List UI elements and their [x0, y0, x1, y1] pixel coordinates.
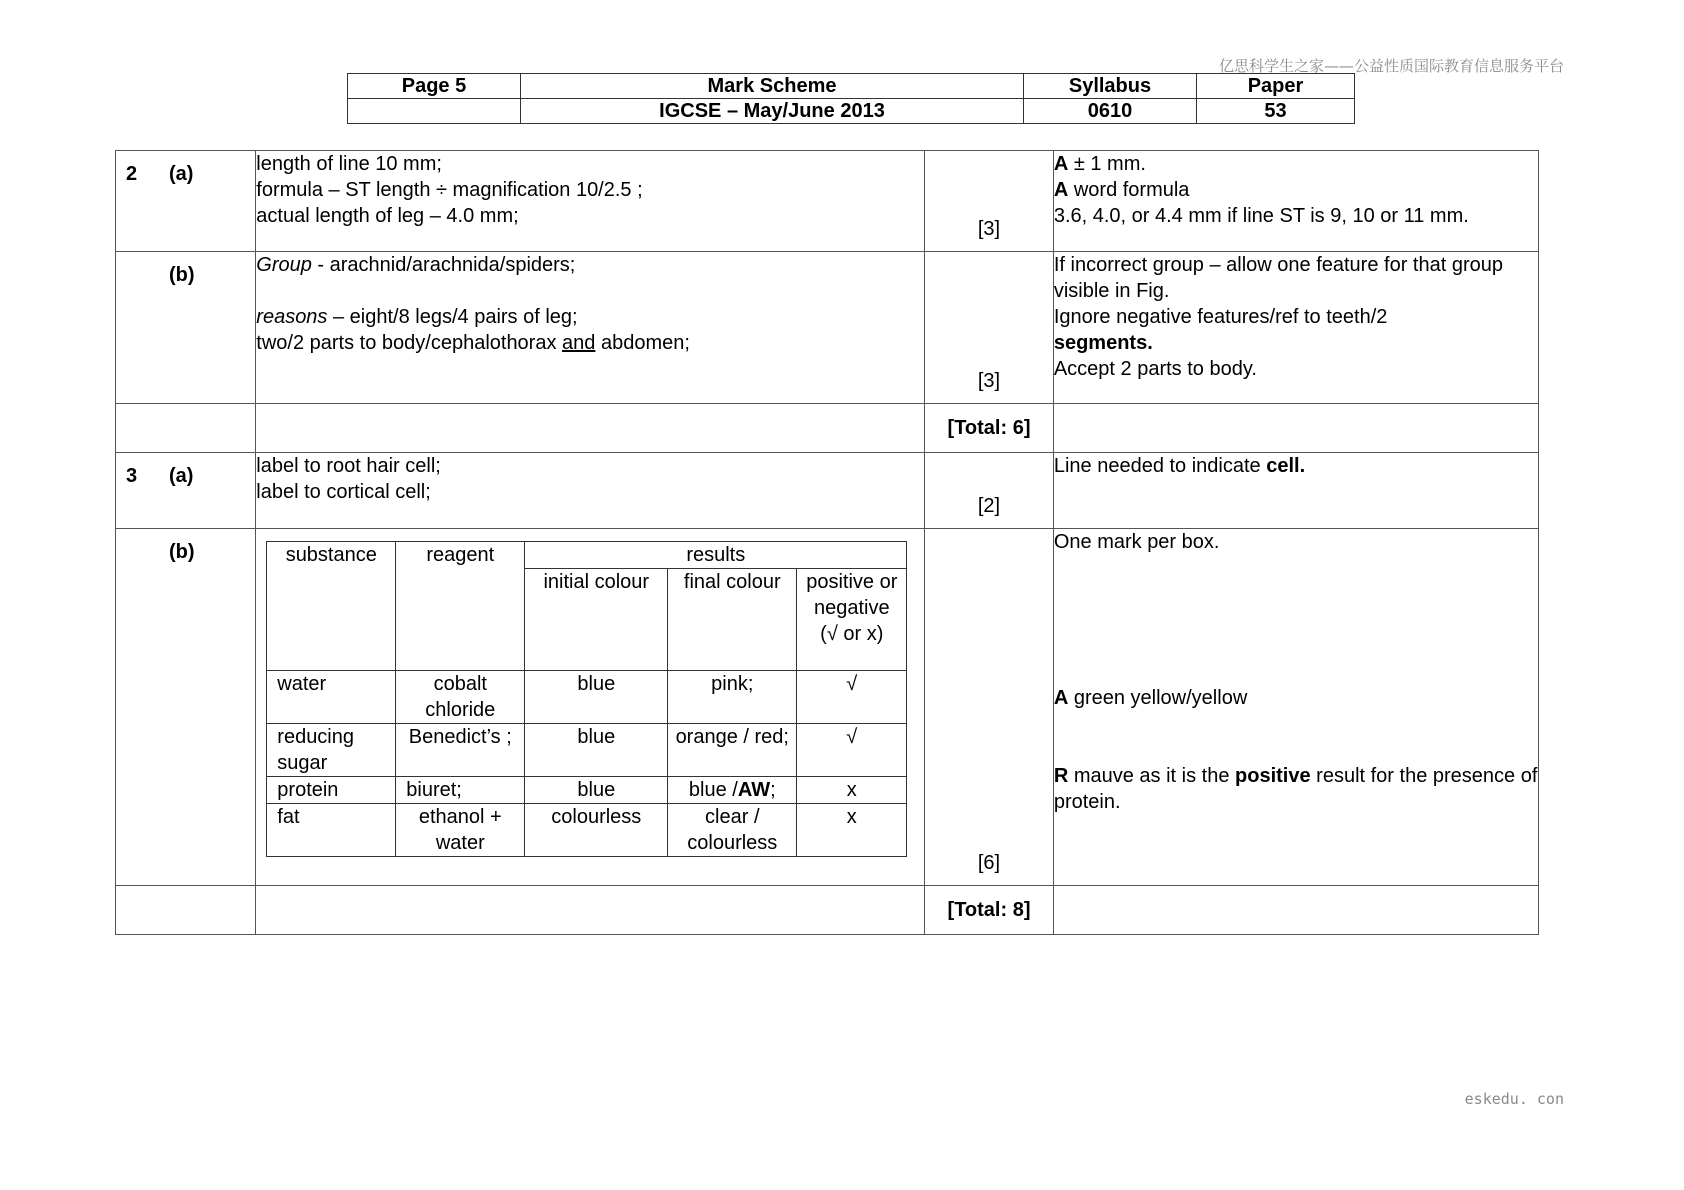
- guidance-bold: segments.: [1053, 332, 1153, 354]
- header-paper: Paper: [1197, 74, 1355, 99]
- guidance-line: [1054, 453, 1538, 479]
- guidance-bold: A: [1053, 687, 1069, 709]
- answer-line: actual length of leg – 4.0 mm;: [256, 205, 519, 227]
- guidance-text: word formula: [1068, 179, 1190, 201]
- header-syllabus: Syllabus: [1024, 74, 1197, 99]
- q3b-mark-cell: [925, 529, 1054, 886]
- answer-text: two/2 parts to body/cephalothorax: [256, 332, 563, 354]
- question-part: (a): [169, 163, 194, 185]
- q3b-label: [116, 529, 256, 886]
- watermark-bottom: eskedu. con: [1464, 1090, 1564, 1108]
- answer-line: label to cortical cell;: [256, 481, 431, 503]
- cell-initial: blue: [525, 671, 668, 724]
- guidance-bold: A: [1053, 153, 1069, 175]
- cell-reagent: Benedict’s ;: [396, 724, 525, 777]
- guidance-line: Accept 2 parts to body.: [1053, 358, 1257, 380]
- cell-final: clear / colourless: [668, 804, 797, 857]
- cell-substance: water: [267, 671, 396, 724]
- q2b-mark-cell: [925, 252, 1054, 404]
- q2a-label: [116, 151, 256, 252]
- header-exam: IGCSE – May/June 2013: [521, 99, 1024, 124]
- guidance-line: Ignore negative features/ref to teeth/2: [1053, 306, 1388, 328]
- cell-reagent: biuret;: [396, 777, 525, 804]
- answer-text: abdomen;: [595, 332, 690, 354]
- header-results: results: [525, 542, 907, 569]
- mark-value: [3]: [977, 218, 1001, 240]
- header-final-colour: final colour: [668, 569, 797, 671]
- group-label: Group: [256, 254, 312, 276]
- q3b-answer: [256, 529, 925, 886]
- q2a-mark-cell: [925, 151, 1054, 252]
- results-header-row: [267, 542, 907, 569]
- guidance-line: [1054, 330, 1538, 356]
- table-row: [267, 671, 907, 724]
- q3b-row: [116, 529, 1539, 886]
- guidance-line: 3.6, 4.0, or 4.4 mm if line ST is 9, 10 or 11 mm.: [1053, 205, 1469, 227]
- q2a-answer: [256, 151, 925, 252]
- answer-line: [256, 304, 924, 330]
- guidance-text: mauve as it is the: [1068, 765, 1236, 787]
- q2-total: [Total: 6]: [925, 404, 1054, 453]
- cell-initial: blue: [525, 724, 668, 777]
- q2b-row: [116, 252, 1539, 404]
- answer-text: – eight/8 legs/4 pairs of leg;: [327, 306, 578, 328]
- table-row: [267, 724, 907, 777]
- cell-initial: colourless: [525, 804, 668, 857]
- header-mark-scheme: Mark Scheme: [521, 74, 1024, 99]
- q3-total: [Total: 8]: [925, 886, 1054, 935]
- q2a-row: [116, 151, 1539, 252]
- q3-total-row: [116, 886, 1539, 935]
- header-initial-colour: initial colour: [525, 569, 668, 671]
- q3a-guidance: [1053, 453, 1538, 529]
- header-substance: substance: [267, 542, 396, 671]
- guidance-text: result for the presence of protein.: [1053, 765, 1538, 813]
- guidance-text: Line needed to indicate: [1053, 455, 1267, 477]
- answer-line: label to root hair cell;: [256, 455, 441, 477]
- cell-final: pink;: [668, 671, 797, 724]
- question-number: 3: [126, 465, 138, 487]
- cell-final: [668, 777, 797, 804]
- answer-line: formula – ST length ÷ magnification 10/2.5 ;: [256, 179, 643, 201]
- table-row: [267, 804, 907, 857]
- cell-reagent: ethanol + water: [396, 804, 525, 857]
- q3b-guidance: [1053, 529, 1538, 886]
- header-empty: [348, 99, 521, 124]
- guidance-bold: A: [1053, 179, 1069, 201]
- header-page: Page 5: [348, 74, 521, 99]
- q3a-label: [116, 453, 256, 529]
- guidance-line: [1054, 685, 1538, 711]
- final-text: ;: [770, 779, 776, 801]
- cell-substance: protein: [267, 777, 396, 804]
- question-number: 2: [126, 163, 138, 185]
- answer-line: [256, 330, 924, 356]
- mark-scheme-table: [115, 150, 1539, 935]
- cell-initial: blue: [525, 777, 668, 804]
- header-positive-negative: positive or negative (√ or x): [797, 569, 907, 671]
- final-text: blue /: [688, 779, 738, 801]
- question-part: (b): [169, 541, 195, 563]
- answer-text: - arachnid/arachnida/spiders;: [311, 254, 576, 276]
- reasons-label: reasons: [256, 306, 328, 328]
- cell-reagent: cobalt chloride: [396, 671, 525, 724]
- guidance-bold: cell.: [1266, 455, 1306, 477]
- mark-value: [6]: [977, 852, 1001, 874]
- answer-line: length of line 10 mm;: [256, 153, 442, 175]
- guidance-text: green yellow/yellow: [1068, 687, 1248, 709]
- mark-value: [2]: [977, 495, 1001, 517]
- guidance-line: [1054, 763, 1538, 815]
- cell-substance: reducing sugar: [267, 724, 396, 777]
- guidance-bold: R: [1053, 765, 1069, 787]
- q2b-answer: [256, 252, 925, 404]
- header-reagent: reagent: [396, 542, 525, 671]
- cell-final: orange / red;: [668, 724, 797, 777]
- guidance-line: If incorrect group – allow one feature for that group visible in Fig.: [1053, 254, 1503, 302]
- q3a-row: [116, 453, 1539, 529]
- cell-result: √: [797, 724, 907, 777]
- table-row: [267, 777, 907, 804]
- guidance-text: ± 1 mm.: [1068, 153, 1146, 175]
- header-paper-code: 53: [1197, 99, 1355, 124]
- header-table: [347, 73, 1355, 124]
- q3a-mark-cell: [925, 453, 1054, 529]
- guidance-line: [1054, 151, 1538, 177]
- guidance-line: [1054, 177, 1538, 203]
- results-table: [266, 541, 907, 857]
- q3a-answer: [256, 453, 925, 529]
- cell-result: x: [797, 777, 907, 804]
- guidance-line: One mark per box.: [1053, 531, 1220, 553]
- final-bold: AW: [737, 779, 771, 801]
- guidance-bold: positive: [1235, 765, 1311, 787]
- mark-value: [3]: [977, 370, 1001, 392]
- underlined-and: and: [562, 332, 596, 354]
- header-syllabus-code: 0610: [1024, 99, 1197, 124]
- q2b-guidance: [1053, 252, 1538, 404]
- cell-result: x: [797, 804, 907, 857]
- q2-total-row: [116, 404, 1539, 453]
- watermark-top: 亿思科学生之家——公益性质国际教育信息服务平台: [1218, 57, 1564, 75]
- answer-line: [256, 252, 924, 278]
- q2b-label: [116, 252, 256, 404]
- cell-result: √: [797, 671, 907, 724]
- question-part: (b): [169, 264, 195, 286]
- q2a-guidance: [1053, 151, 1538, 252]
- cell-substance: fat: [267, 804, 396, 857]
- question-part: (a): [169, 465, 194, 487]
